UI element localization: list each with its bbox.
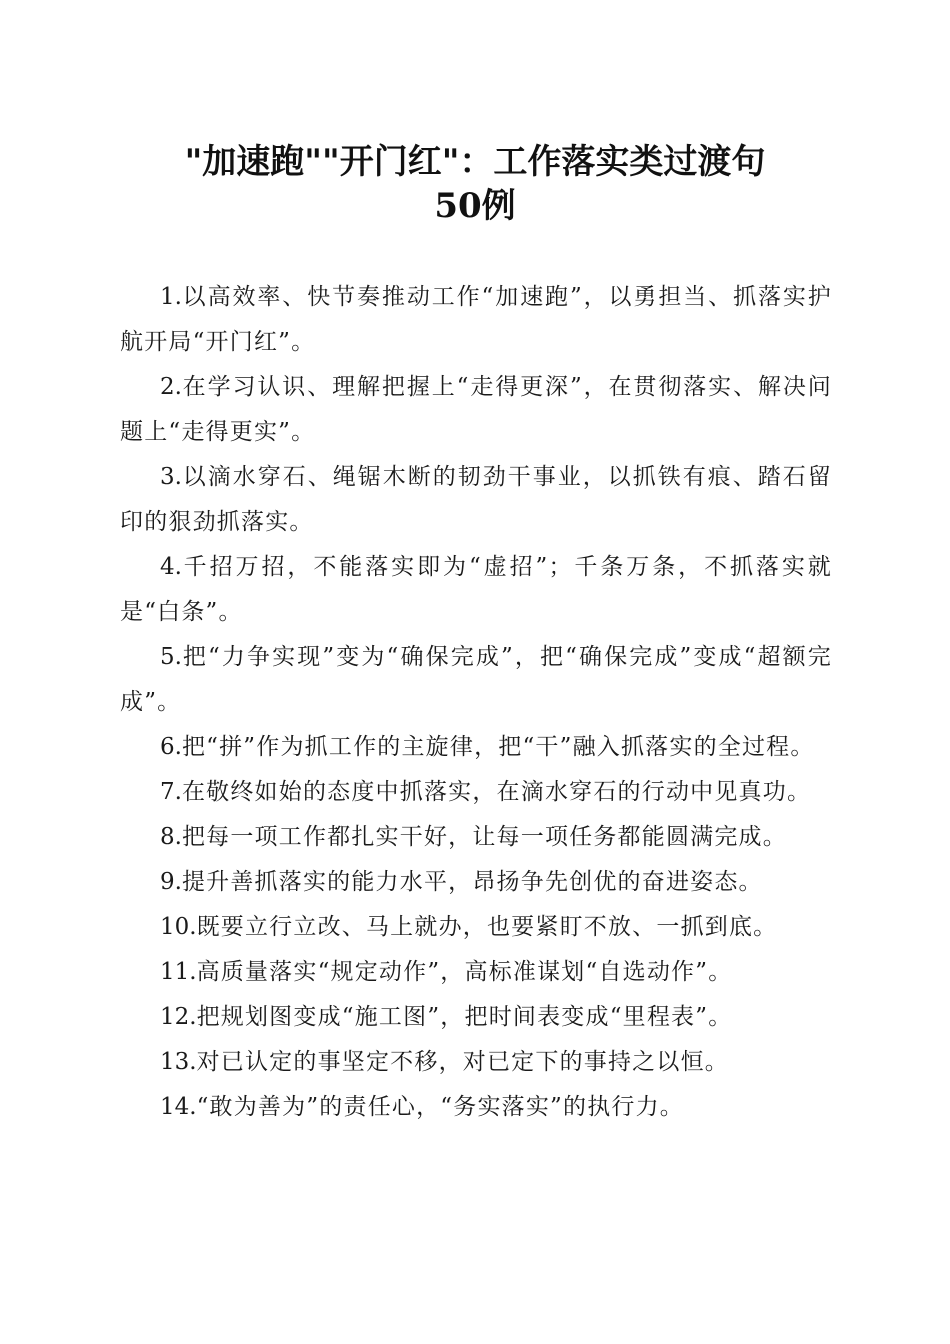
- list-item: [120, 545, 832, 635]
- list-item: [120, 1085, 832, 1130]
- item-text: 把“力争实现”变为“确保完成”，把“确保完成”变成“超额完成”。: [120, 644, 832, 715]
- item-text: 把规划图变成“施工图”，把时间表变成“里程表”。: [196, 1004, 733, 1030]
- list-item: [120, 815, 832, 860]
- list-item: [120, 770, 832, 815]
- item-number: 10.: [160, 914, 197, 940]
- item-number: 5.: [160, 644, 182, 670]
- item-number: 2.: [160, 374, 182, 400]
- list-item: [120, 950, 832, 995]
- item-number: 3.: [160, 464, 182, 490]
- list-item: [120, 905, 832, 950]
- item-number: 6.: [160, 734, 182, 760]
- item-number: 8.: [160, 824, 182, 850]
- list-item: [120, 860, 832, 905]
- item-number: 1.: [160, 284, 182, 310]
- item-text: 把每一项工作都扎实干好，让每一项任务都能圆满完成。: [181, 824, 787, 850]
- list-item: [120, 1040, 832, 1085]
- item-number: 9.: [160, 869, 182, 895]
- list-item: [120, 365, 832, 455]
- item-text: 千招万招，不能落实即为“虚招”；千条万条，不抓落实就是“白条”。: [120, 554, 832, 625]
- item-text: 对已认定的事坚定不移，对已定下的事持之以恒。: [196, 1049, 729, 1075]
- item-number: 7.: [160, 779, 182, 805]
- item-text: 以高效率、快节奏推动工作“加速跑”，以勇担当、抓落实护航开局“开门红”。: [120, 284, 832, 355]
- item-text: 把“拼”作为抓工作的主旋律，把“干”融入抓落实的全过程。: [181, 734, 815, 760]
- list-item: [120, 725, 832, 770]
- item-text: “敢为善为”的责任心，“务实落实”的执行力。: [196, 1094, 685, 1120]
- document-title-continuation: 50例: [434, 186, 516, 226]
- list-item: [120, 455, 832, 545]
- item-text: 提升善抓落实的能力水平，昂扬争先创优的奋进姿态。: [181, 869, 763, 895]
- list-item: [120, 995, 832, 1040]
- list-item: [120, 275, 832, 365]
- item-number: 11.: [160, 959, 197, 985]
- item-text: 以滴水穿石、绳锯木断的韧劲干事业，以抓铁有痕、踏石留印的狠劲抓落实。: [120, 464, 832, 535]
- item-number: 12.: [160, 1004, 197, 1030]
- document-body: [120, 275, 832, 1130]
- item-number: 13.: [160, 1049, 197, 1075]
- document-title: "加速跑""开门红"：工作落实类过渡句: [184, 142, 766, 182]
- item-number: 4.: [160, 554, 182, 580]
- item-text: 在敬终如始的态度中抓落实，在滴水穿石的行动中见真功。: [181, 779, 812, 805]
- list-item: [120, 635, 832, 725]
- item-text: 在学习认识、理解把握上“走得更深”，在贯彻落实、解决问题上“走得更实”。: [120, 374, 832, 445]
- item-text: 既要立行立改、马上就办，也要紧盯不放、一抓到底。: [196, 914, 778, 940]
- item-text: 高质量落实“规定动作”，高标准谋划“自选动作”。: [196, 959, 733, 985]
- item-number: 14.: [160, 1094, 197, 1120]
